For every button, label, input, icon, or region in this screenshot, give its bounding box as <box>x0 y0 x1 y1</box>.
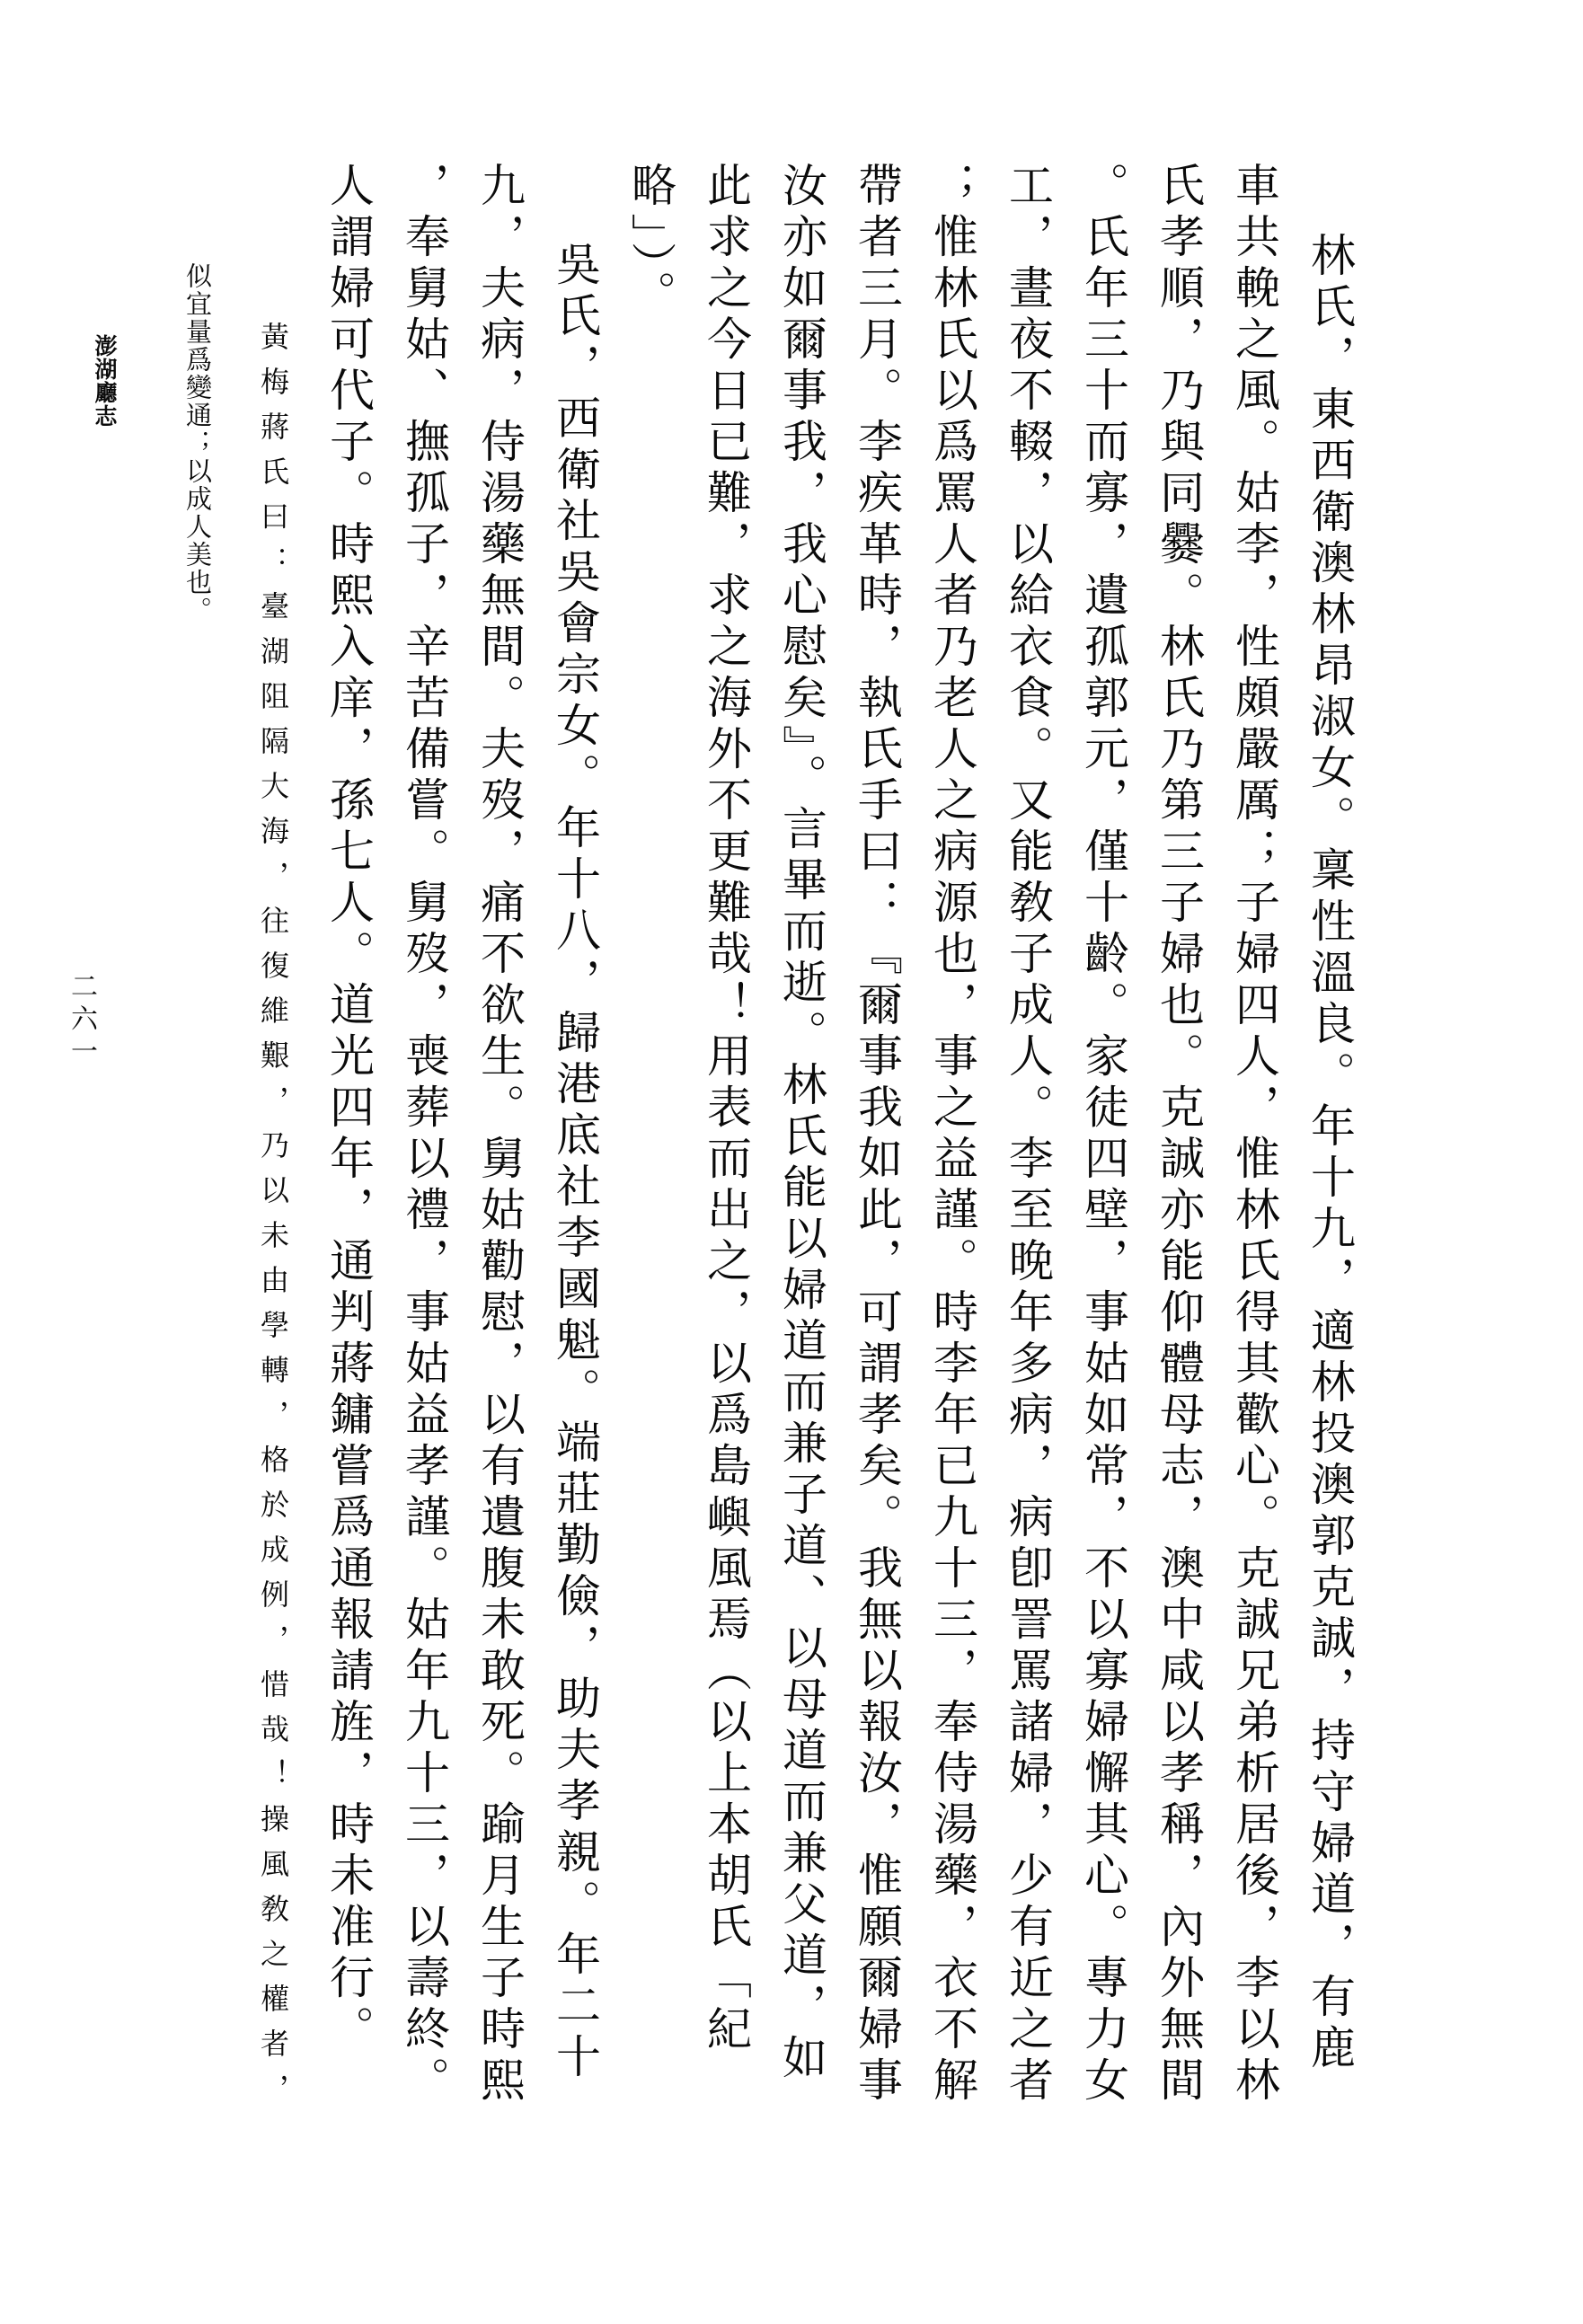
text-column-2: 車共輓之風。姑李，性頗嚴厲；子婦四人，惟林氏得其歡心。克誠兄弟析居後，李以林 <box>1228 162 1280 2108</box>
page-number: 二六一 <box>66 972 97 1069</box>
book-title: 澎湖廳志 <box>92 334 118 428</box>
text-column-10: 略」）。 <box>624 162 677 322</box>
text-column-13: ，奉舅姑、撫孤子，辛苦備嘗。舅歿，喪葬以禮，事姑益孝謹。姑年九十三，以壽終。 <box>398 162 450 2108</box>
text-column-7: 帶者三月。李疾革時，執氏手曰：『爾事我如此，可謂孝矣。我無以報汝，惟願爾婦事 <box>851 162 903 2108</box>
text-column-1: 林氏，東西衛澳林昂淑女。稟性溫良。年十九，適林投澳郭克誠，持守婦道，有鹿 <box>1304 232 1356 2075</box>
text-column-14: 人謂婦可代子。時熙入庠，孫七人。道光四年，通判蔣鏞嘗爲通報請旌，時未准行。 <box>323 162 375 2056</box>
text-column-12: 九，夫病，侍湯藥無間。夫歿，痛不欲生。舅姑勸慰，以有遺腹未敢死。踰月生子時熙 <box>473 162 526 2108</box>
text-column-9: 此求之今日已難，求之海外不更難哉！用表而出之，以爲島嶼風焉（以上本胡氏「紀 <box>700 162 752 2056</box>
text-column-5: 工，晝夜不輟，以給衣食。又能敎子成人。李至晚年多病，病卽詈罵諸婦，少有近之者 <box>1002 162 1054 2108</box>
text-column-11: 吳氏，西衛社吳會宗女。年十八，歸港底社李國魁。端莊勤儉，助夫孝親。年二十 <box>549 241 601 2084</box>
text-column-8: 汝亦如爾事我，我心慰矣』。言畢而逝。林氏能以婦道而兼子道、以母道而兼父道，如 <box>775 162 827 2085</box>
text-column-3: 氏孝順，乃與同爨。林氏乃第三子婦也。克誠亦能仰體母志，澳中咸以孝稱，內外無間 <box>1153 162 1205 2108</box>
text-column-16: 似宜量爲變通；以成人美也。 <box>182 262 213 624</box>
text-columns <box>160 162 1367 2165</box>
text-column-6: ；惟林氏以爲罵人者乃老人之病源也，事之益謹。時李年已九十三，奉侍湯藥，衣不解 <box>926 162 978 2108</box>
text-column-15: 黃梅蔣氏曰：臺湖阻隔大海，往復維艱，乃以未由學轉，格於成例，惜哉！操風敎之權者， <box>256 322 290 2118</box>
text-column-4: 。氏年三十而寡，遺孤郭元，僅十齡。家徒四壁，事姑如常，不以寡婦懈其心。專力女 <box>1077 162 1129 2108</box>
